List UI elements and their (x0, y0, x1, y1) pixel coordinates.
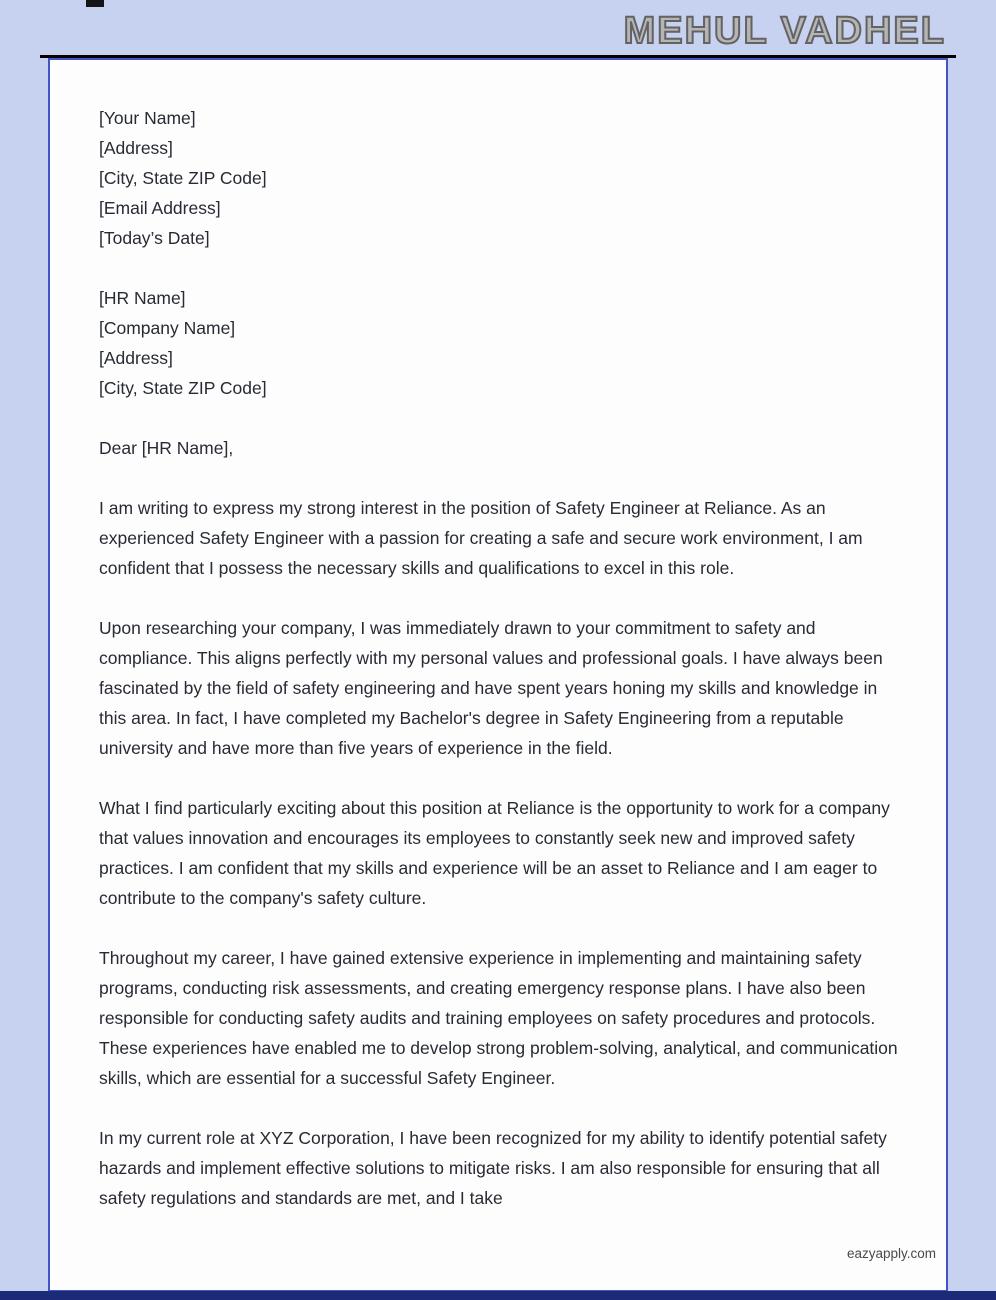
sender-email: [Email Address] (99, 198, 221, 218)
paragraph-position-interest: What I find particularly exciting about this position at Reliance is the opportunity to work for a company that values innovation and encourages its employees to constantly seek new and improved safety practices. I am confident that my skills and experience will be an asset to Reliance and I am eager to contribute to the company's safety culture. (99, 798, 890, 908)
paragraph-current-role: In my current role at XYZ Corporation, I have been recognized for my ability to identify potential safety hazards and implement effective solutions to mitigate risks. I am also responsible for ensuring that all safety regulations and standards are met, and I take (99, 1128, 887, 1208)
sender-city-state-zip: [City, State ZIP Code] (99, 168, 267, 188)
sender-block (99, 103, 899, 253)
salutation: Dear [HR Name], (99, 438, 234, 458)
recipient-hr-name: [HR Name] (99, 288, 186, 308)
paragraph-career-experience: Throughout my career, I have gained extensive experience in implementing and maintaining safety programs, conducting risk assessments, and creating emergency response plans. I have also been responsible for conducting safety audits and training employees on safety procedures and protocols. These experiences have enabled me to develop strong problem-solving, analytical, and communication skills, which are essential for a successful Safety Engineer. (99, 948, 898, 1088)
paragraph-company-research: Upon researching your company, I was immediately drawn to your commitment to safety and compliance. This aligns perfectly with my personal values and professional goals. I have always been fascinated by the field of safety engineering and have spent years honing my skills and knowledge in this area. In fact, I have completed my Bachelor's degree in Safety Engineering from a reputable university and have more than five years of experience in the field. (99, 618, 883, 758)
scan-corner-mark (86, 0, 104, 7)
letter-page (48, 58, 948, 1292)
letter-body (50, 60, 946, 1213)
paragraph-intro: I am writing to express my strong interest in the position of Safety Engineer at Reliance. As an experienced Safety Engineer with a passion for creating a safe and secure work environment, I am confident that I possess the necessary skills and qualifications to excel in this role. (99, 498, 863, 578)
bottom-strip (0, 1291, 996, 1300)
recipient-address: [Address] (99, 348, 173, 368)
page-title: MEHUL VADHEL (623, 10, 946, 52)
recipient-city-state-zip: [City, State ZIP Code] (99, 378, 267, 398)
sender-address: [Address] (99, 138, 173, 158)
recipient-block (99, 283, 899, 403)
sender-name: [Your Name] (99, 108, 196, 128)
sender-date: [Today’s Date] (99, 228, 210, 248)
watermark: eazyapply.com (846, 1246, 936, 1261)
recipient-company-name: [Company Name] (99, 318, 236, 338)
